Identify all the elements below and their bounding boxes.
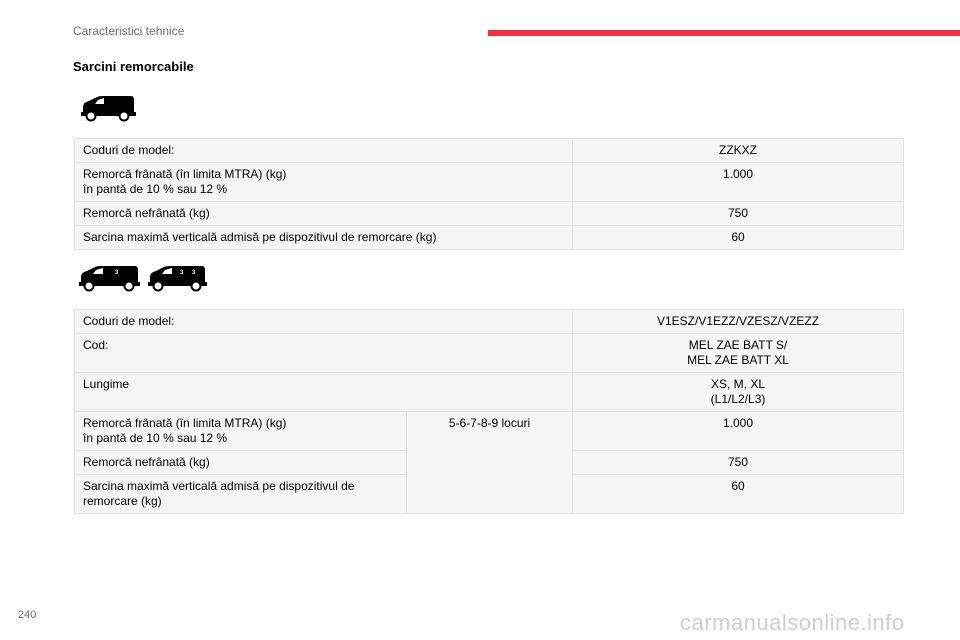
svg-text:2: 2 bbox=[100, 100, 104, 106]
svg-text:2: 2 bbox=[98, 270, 102, 276]
table-row bbox=[75, 226, 904, 250]
row-label bbox=[75, 310, 573, 334]
cell-line: Coduri de model: bbox=[83, 143, 175, 157]
cell-line: în pantă de 10 % sau 12 % bbox=[83, 182, 228, 196]
cell-line: 60 bbox=[731, 479, 745, 493]
page-number: 240 bbox=[18, 609, 37, 621]
row-value bbox=[573, 163, 904, 202]
cell-line: 750 bbox=[728, 455, 749, 469]
row-value bbox=[573, 139, 904, 163]
svg-text:3: 3 bbox=[180, 270, 184, 276]
row-value bbox=[573, 334, 904, 373]
van-icon bbox=[77, 94, 137, 122]
cell-line: Sarcina maximă verticală admisă pe dispozitivul de remorcare (kg) bbox=[83, 230, 437, 244]
cell-line: 1.000 bbox=[723, 416, 754, 430]
cell-line: Remorcă nefrânată (kg) bbox=[83, 455, 210, 469]
seats-cell: 5-6-7-8-9 locuri bbox=[407, 412, 573, 514]
cell-line: în pantă de 10 % sau 12 % bbox=[83, 431, 228, 445]
cell-line: Remorcă frânată (în limita MTRA) (kg) bbox=[83, 167, 287, 181]
cell-line: Remorcă frânată (în limita MTRA) (kg) bbox=[83, 416, 287, 430]
row-label bbox=[75, 139, 573, 163]
svg-text:3: 3 bbox=[192, 270, 196, 276]
svg-text:2: 2 bbox=[167, 270, 171, 276]
towing-table-2 bbox=[74, 309, 904, 514]
svg-text:3: 3 bbox=[115, 270, 119, 276]
cell-line: Lungime bbox=[83, 377, 130, 391]
row-value bbox=[573, 310, 904, 334]
row-value bbox=[573, 475, 904, 514]
cell-line: Cod: bbox=[83, 338, 109, 352]
cell-line: MEL ZAE BATT S/ bbox=[688, 338, 788, 352]
table-row bbox=[75, 139, 904, 163]
row-value bbox=[573, 202, 904, 226]
row-label bbox=[75, 163, 573, 202]
row-label bbox=[75, 334, 573, 373]
cell-line: V1ESZ/V1EZZ/VZESZ/VZEZZ bbox=[657, 314, 820, 328]
table-row bbox=[75, 202, 904, 226]
cell-line: 750 bbox=[727, 206, 749, 220]
row-label bbox=[75, 202, 573, 226]
row-label bbox=[75, 451, 407, 475]
table-row bbox=[75, 412, 904, 451]
table-row bbox=[75, 310, 904, 334]
row-label bbox=[75, 373, 573, 412]
row-value bbox=[573, 226, 904, 250]
row-label bbox=[75, 226, 573, 250]
row-value bbox=[573, 373, 904, 412]
row-label bbox=[75, 412, 407, 451]
cell-line: remorcare (kg) bbox=[83, 494, 162, 508]
section-label: Caracteristici tehnice bbox=[73, 24, 185, 38]
table-row bbox=[75, 373, 904, 412]
cell-line: 1.000 bbox=[722, 167, 754, 181]
watermark: carmanualsonline.info bbox=[680, 610, 905, 635]
accent-bar bbox=[488, 30, 960, 36]
row-value bbox=[573, 412, 904, 451]
van-icon bbox=[146, 264, 208, 292]
table-row bbox=[75, 334, 904, 373]
row-label bbox=[75, 475, 407, 514]
page-heading: Sarcini remorcabile bbox=[73, 59, 194, 74]
cell-line: (L1/L2/L3) bbox=[710, 392, 766, 406]
cell-line: XS, M, XL bbox=[711, 377, 766, 391]
towing-table-1 bbox=[74, 138, 904, 250]
row-value bbox=[573, 451, 904, 475]
cell-line: Sarcina maximă verticală admisă pe dispozitivul de bbox=[83, 479, 355, 493]
cell-line: Coduri de model: bbox=[83, 314, 175, 328]
cell-line: 60 bbox=[731, 230, 745, 244]
cell-line: MEL ZAE BATT XL bbox=[687, 353, 789, 367]
cell-line: Remorcă nefrânată (kg) bbox=[83, 206, 210, 220]
cell-line: ZZKXZ bbox=[719, 143, 757, 157]
van-icon bbox=[77, 264, 141, 292]
table-row bbox=[75, 163, 904, 202]
